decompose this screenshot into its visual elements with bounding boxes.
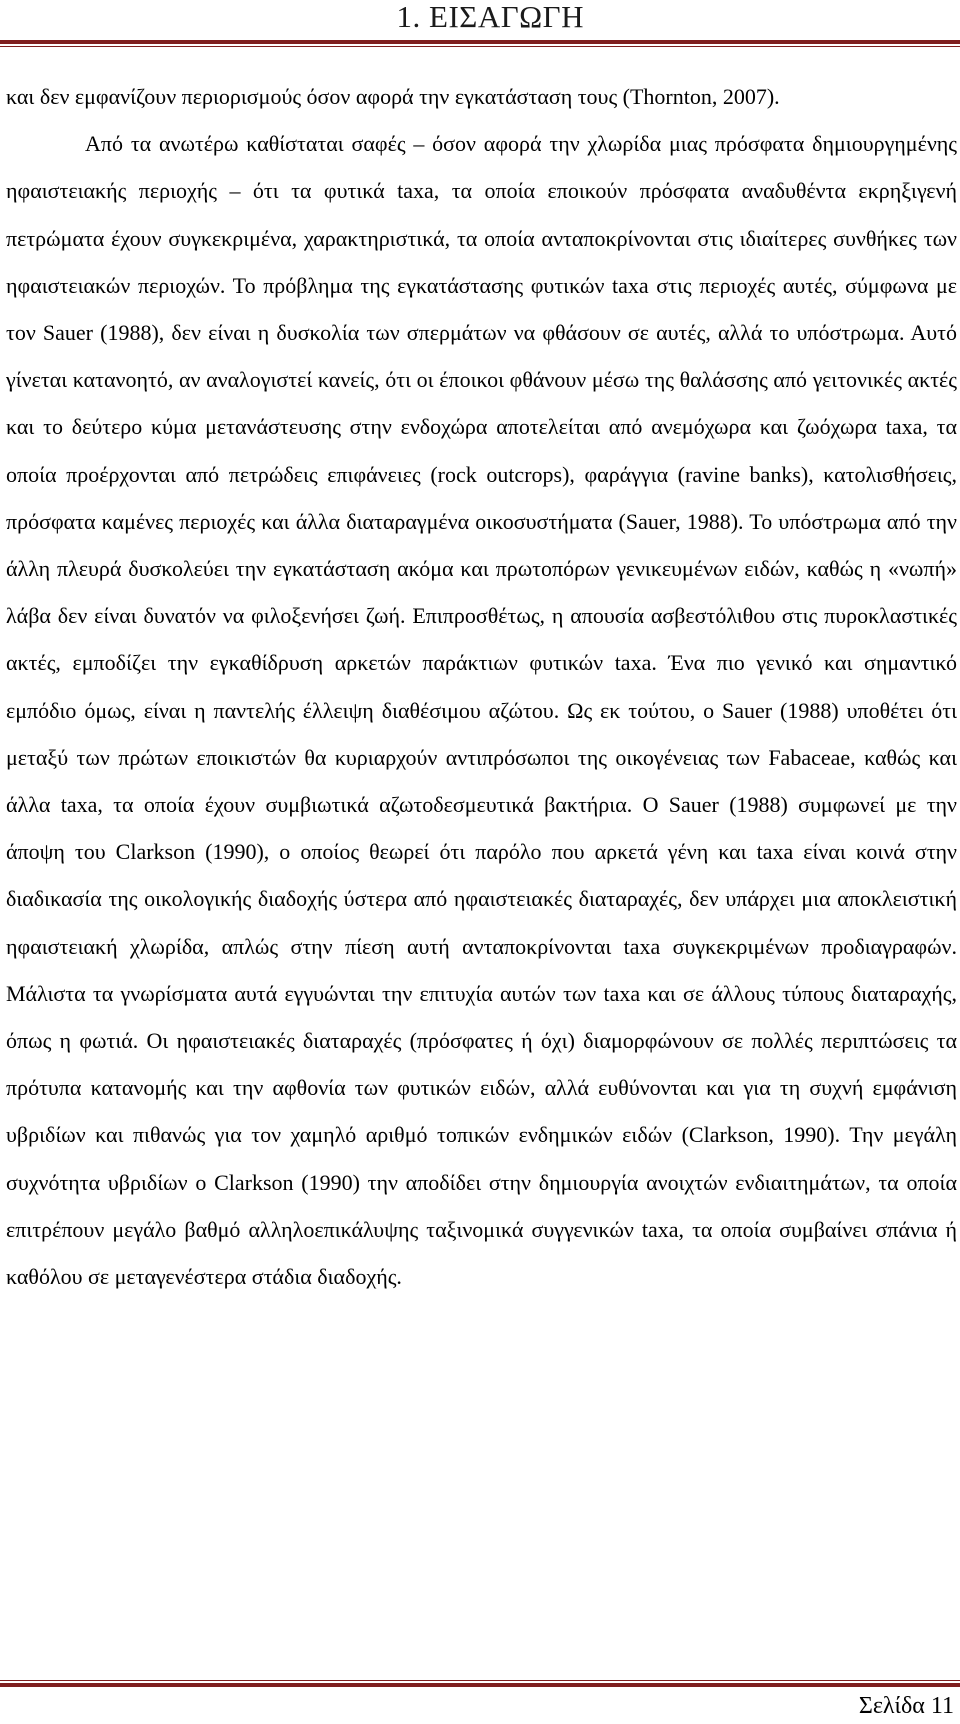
document-body [6,73,957,1300]
paragraph-continuation: και δεν εμφανίζουν περιορισμούς όσον αφορά την εγκατάσταση τους (Thornton, 2007). [6,84,780,109]
header-divider-thin [0,46,960,47]
page-number: Σελίδα 11 [858,1693,954,1719]
paragraph-main: Από τα ανωτέρω καθίσταται σαφές – όσον αφορά την χλωρίδα μιας πρόσφατα δημιουργημένης ηφαιστειακής περιοχής – ότι τα φυτικά taxa, τα οποία εποικούν πρόσφατα αναδυθέντα εκρηξιγενή πετρώματα έχουν συγκεκριμένα, χαρακτηριστικά, τα οποία ανταποκρίνονται στις ιδιαίτερες συνθήκες των ηφαιστειακών περιοχών. Το πρόβλημα της εγκατάστασης φυτικών taxa στις περιοχές αυτές, σύμφωνα με τον Sauer (1988), δεν είναι η δυσκολία των σπερμάτων να φθάσουν σε αυτές, αλλά το υπόστρωμα. Αυτό γίνεται κατανοητό, αν αναλογιστεί κανείς, ότι οι έποικοι φθάνουν μέσω της θαλάσσης από γειτονικές ακτές και το δεύτερο κύμα μετανάστευσης στην ενδοχώρα αποτελείται από ανεμόχωρα και ζωόχωρα taxa, τα οποία προέρχονται από πετρώδεις επιφάνειες (rock outcrops), φαράγγια (ravine banks), κατολισθήσεις, πρόσφατα καμένες περιοχές και άλλα διαταραγμένα οικοσυστήματα (Sauer, 1988). Το υπόστρωμα από την άλλη πλευρά δυσκολεύει την εγκατάσταση ακόμα και πρωτοπόρων γενικευμένων ειδών, καθώς η «νωπή» λάβα δεν είναι δυνατόν να φιλοξενήσει ζωή. Επιπροσθέτως, η απουσία ασβεστόλιθου στις πυροκλαστικές ακτές, εμποδίζει την εγκαθίδρυση αρκετών παράκτιων φυτικών taxa. Ένα πιο γενικό και σημαντικό εμπόδιο όμως, είναι η παντελής έλλειψη διαθέσιμου αζώτου. Ως εκ τούτου, ο Sauer (1988) υποθέτει ότι μεταξύ των πρώτων εποικιστών θα κυριαρχούν αντιπρόσωποι της οικογένειας των Fabaceae, καθώς και άλλα taxa, τα οποία έχουν συμβιωτικά αζωτοδεσμευτικά βακτήρια. Ο Sauer (1988) συμφωνεί με την άποψη του Clarkson (1990), ο οποίος θεωρεί ότι παρόλο που αρκετά γένη και taxa είναι κοινά στην διαδικασία της οικολογικής διαδοχής ύστερα από ηφαιστειακές διαταραχές, δεν υπάρχει μια αποκλειστική ηφαιστειακή χλωρίδα, απλώς στην πίεση αυτή ανταποκρίνονται taxa συγκεκριμένων προδιαγραφών. Μάλιστα τα γνωρίσματα αυτά εγγυώνται την επιτυχία αυτών των taxa και σε άλλους τύπους διαταραχής, όπως η φωτιά. Οι ηφαιστειακές διαταραχές (πρόσφατες ή όχι) διαμορφώνουν σε πολλές περιπτώσεις τα πρότυπα κατανομής και την αφθονία των φυτικών ειδών, αλλά ευθύνονται και για τη συχνή εμφάνιση υβριδίων και πιθανώς για τον χαμηλό αριθμό τοπικών ενδημικών ειδών (Clarkson, 1990). Την μεγάλη συχνότητα υβριδίων ο Clarkson (1990) την αποδίδει στην δημιουργία ανοιχτών ενδιαιτημάτων, τα οποία επιτρέπουν μεγάλο βαθμό αλληλοεπικάλυψης ταξινομικά συγγενικών taxa, τα οποία συμβαίνει σπάνια ή καθόλου σε μεταγενέστερα στάδια διαδοχής. [6,131,957,1290]
footer-divider-thin [0,1680,960,1681]
page-header-title: 1. ΕΙΣΑΓΩΓΗ [396,0,584,34]
footer-divider [0,1683,960,1687]
header-divider [0,40,960,44]
